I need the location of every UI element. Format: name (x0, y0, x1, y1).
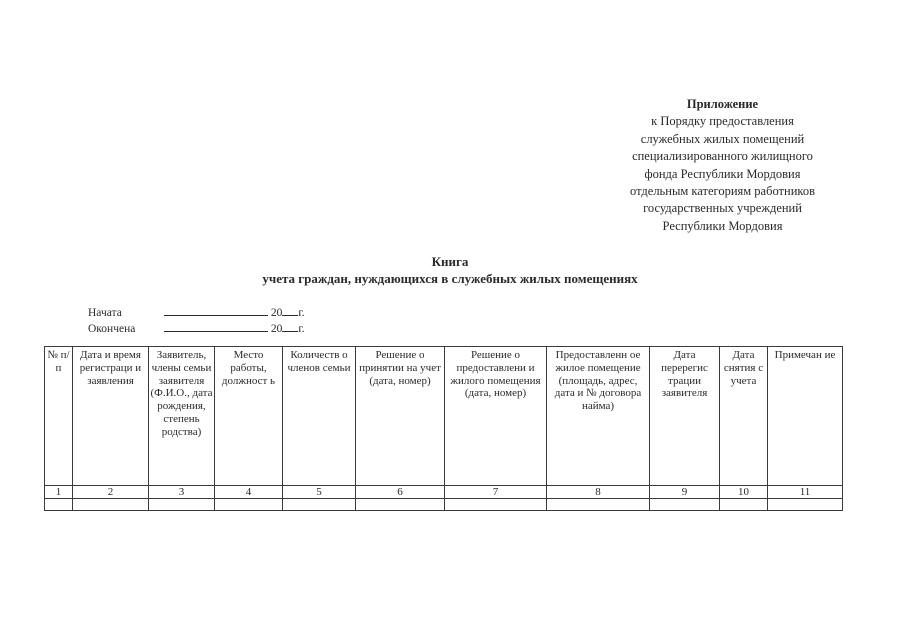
start-year-prefix: 20 (270, 307, 283, 319)
column-header: Предоставленн ое жилое помещение (площадь, адрес, дата и № договора найма) (547, 347, 650, 486)
header-row (45, 347, 843, 486)
column-header: Дата перерегис трации заявителя (650, 347, 720, 486)
appendix-line: Республики Мордовия (662, 218, 783, 233)
column-header: Решение о предоставлени и жилого помещения (дата, номер) (445, 347, 547, 486)
empty-cell (283, 499, 356, 511)
end-year-blank (282, 320, 298, 332)
empty-entry-row (45, 499, 843, 511)
column-number: 9 (650, 486, 720, 499)
empty-cell (356, 499, 445, 511)
end-date-blank (164, 320, 268, 332)
column-header: Дата и время регистраци и заявления (73, 347, 149, 486)
column-header: Решение о принятии на учет (дата, номер) (356, 347, 445, 486)
empty-cell (547, 499, 650, 511)
empty-cell (215, 499, 283, 511)
column-number: 4 (215, 486, 283, 499)
end-year-prefix: 20 (270, 323, 283, 335)
empty-cell (650, 499, 720, 511)
appendix-line: служебных жилых помещений (640, 131, 805, 146)
column-number: 3 (149, 486, 215, 499)
empty-cell (45, 499, 73, 511)
document-title (190, 253, 710, 287)
appendix-heading: Приложение (686, 97, 759, 111)
start-date-label: Начата (88, 307, 122, 319)
appendix-line: государственных учреждений (643, 201, 802, 216)
appendix-line: к Порядку предоставления (651, 114, 794, 129)
appendix-line: отдельным категориям работников (630, 184, 815, 199)
end-date-row (88, 320, 305, 336)
column-number: 11 (768, 486, 843, 499)
appendix-block (600, 96, 845, 235)
end-date-label: Окончена (88, 323, 136, 335)
column-number: 5 (283, 486, 356, 499)
end-year-suffix: г. (298, 323, 305, 335)
column-header: Примечан ие (768, 347, 843, 486)
column-number: 8 (547, 486, 650, 499)
empty-cell (768, 499, 843, 511)
empty-cell (445, 499, 547, 511)
title-line-2: учета граждан, нуждающихся в служебных жилых помещениях (262, 271, 638, 286)
start-year-blank (282, 304, 298, 316)
column-header: Количеств о членов семьи (283, 347, 356, 486)
column-header: Место работы, должност ь (215, 347, 283, 486)
start-date-blank (164, 304, 268, 316)
registry-table (44, 346, 843, 511)
empty-cell (149, 499, 215, 511)
column-number: 1 (45, 486, 73, 499)
start-year-suffix: г. (298, 307, 305, 319)
column-number: 10 (720, 486, 768, 499)
column-header: Заявитель, члены семьи заявителя (Ф.И.О., дата рождения, степень родства) (149, 347, 215, 486)
column-number: 7 (445, 486, 547, 499)
column-number: 2 (73, 486, 149, 499)
column-number: 6 (356, 486, 445, 499)
column-header: Дата снятия с учета (720, 347, 768, 486)
appendix-line: специализированного жилищного (632, 149, 813, 164)
empty-cell (720, 499, 768, 511)
title-line-1: Книга (431, 254, 469, 269)
empty-cell (73, 499, 149, 511)
start-date-row (88, 304, 305, 320)
column-header: № п/п (45, 347, 73, 486)
column-number-row (45, 486, 843, 499)
appendix-line: фонда Республики Мордовия (644, 166, 801, 181)
